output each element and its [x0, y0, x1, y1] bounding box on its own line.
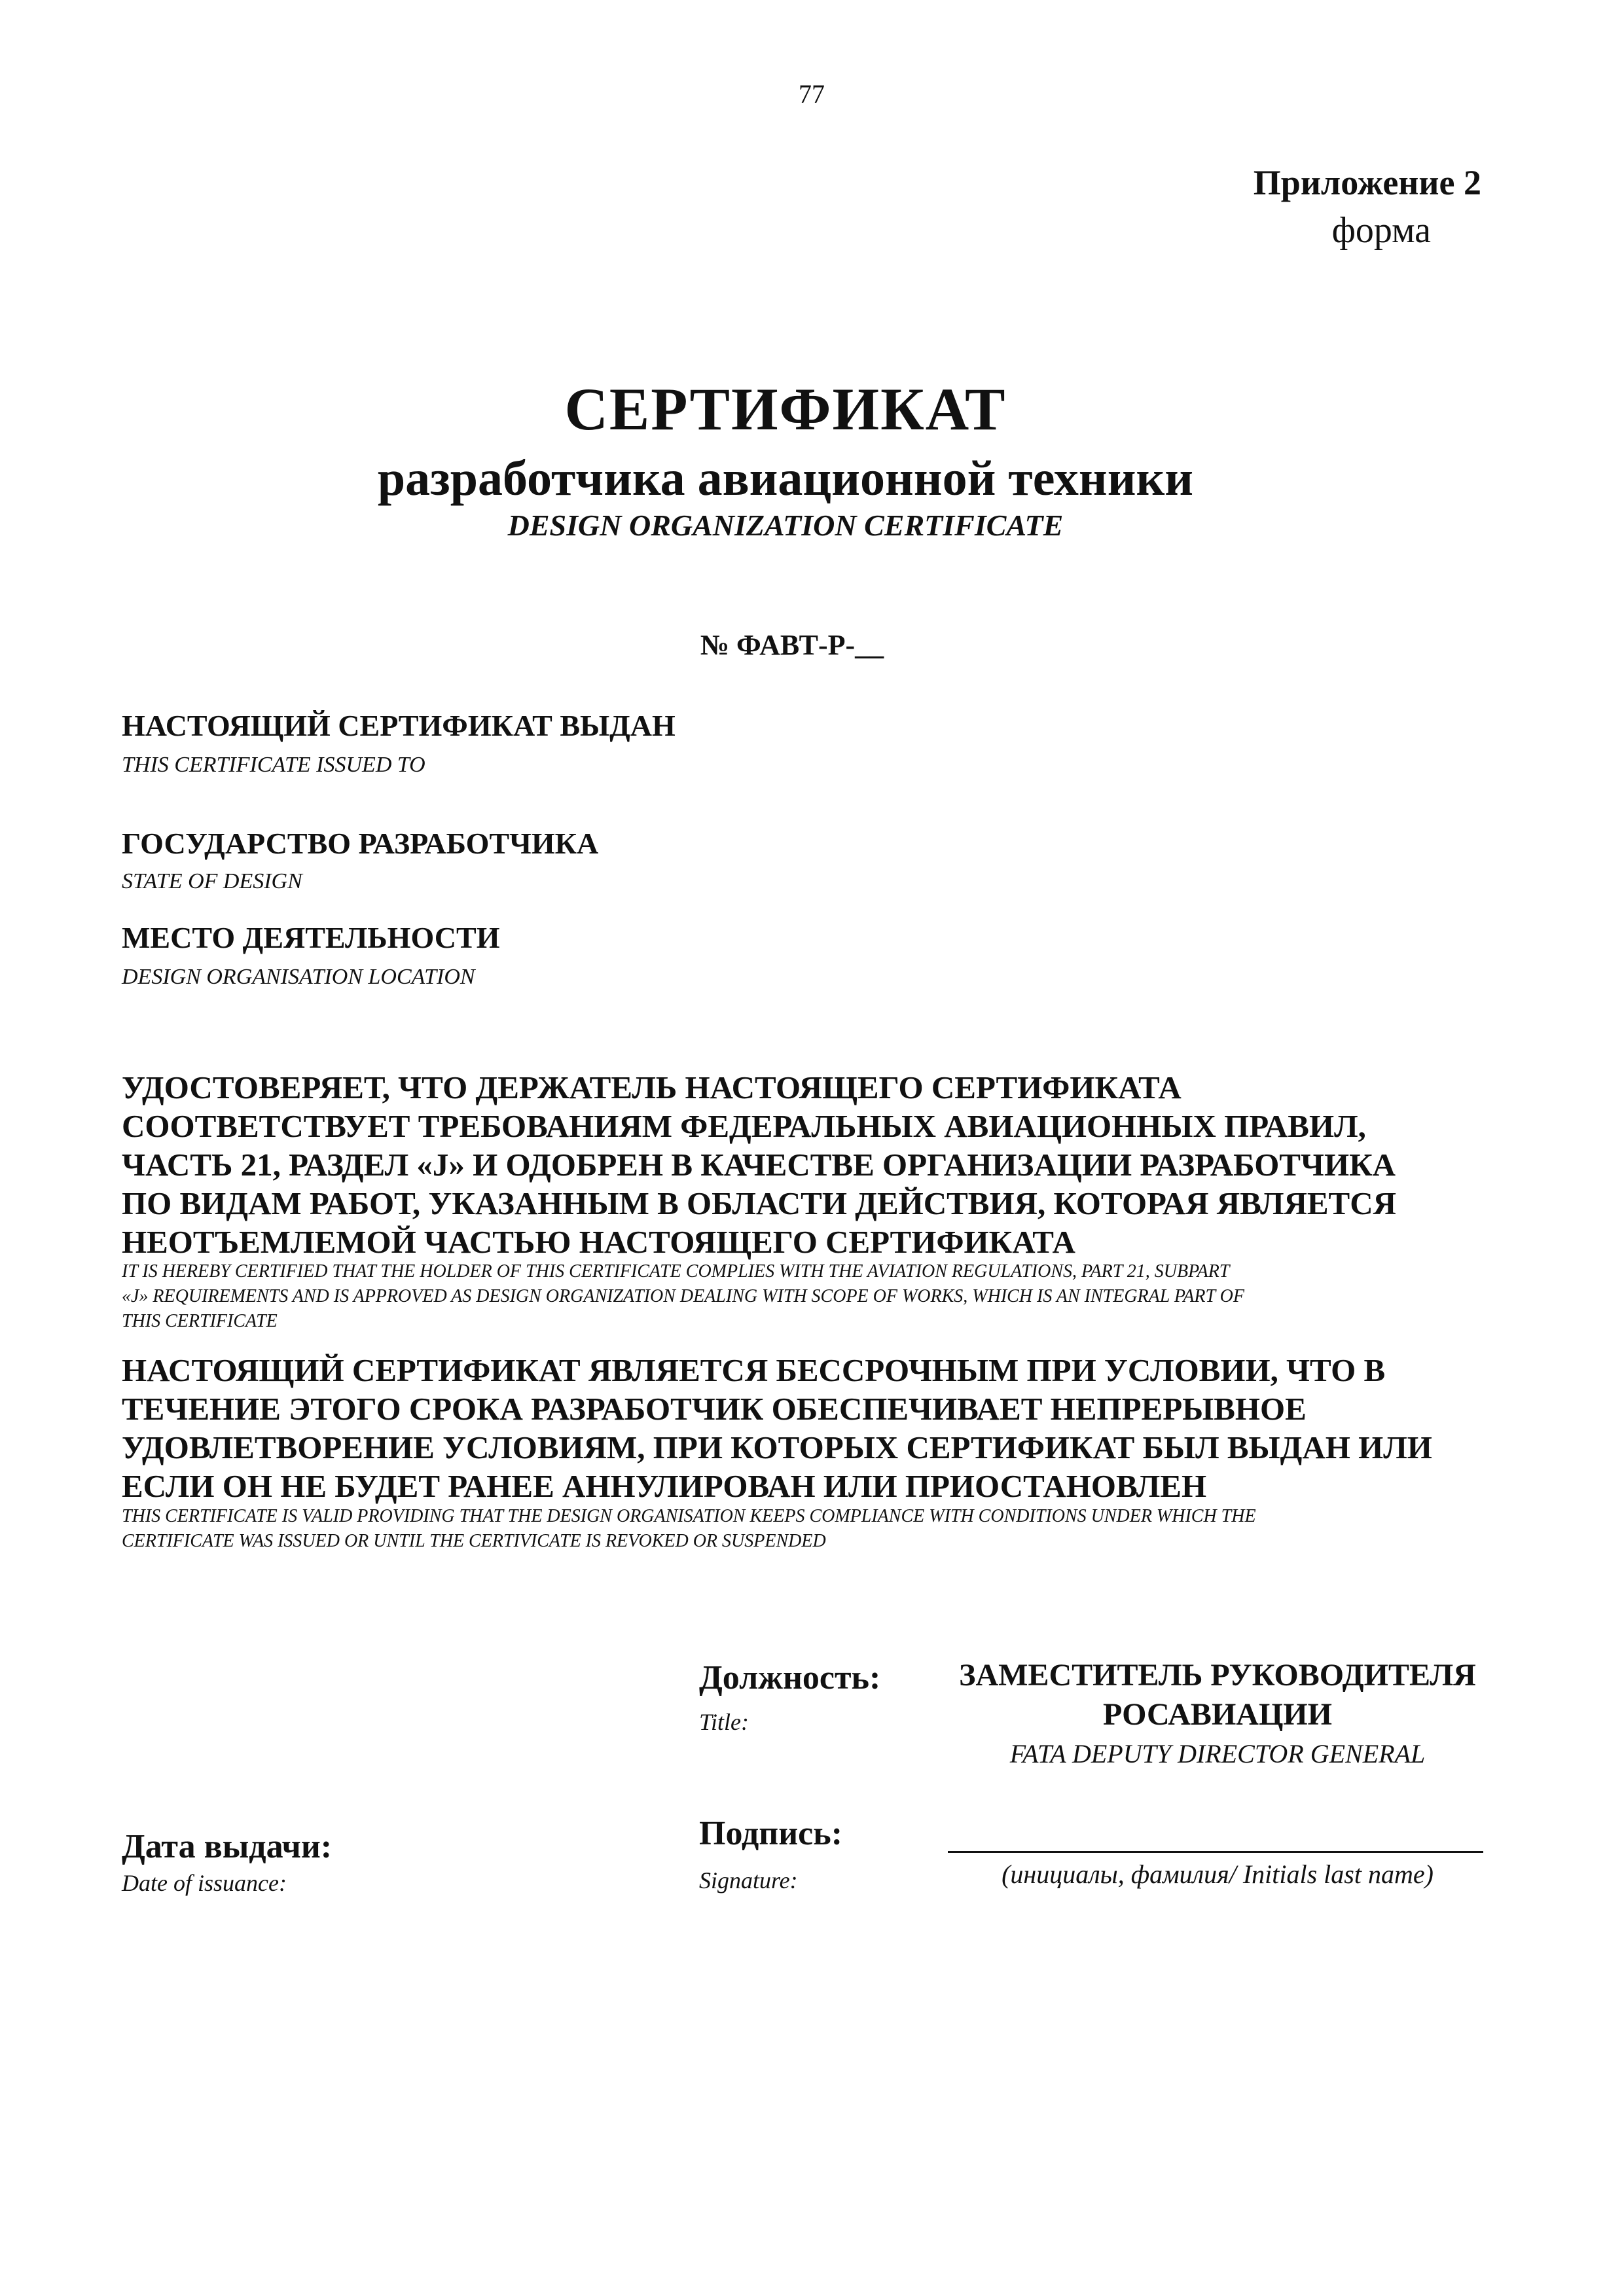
annex-subtitle: форма: [1331, 210, 1431, 251]
signature-caption: (инициалы, фамилия/ Initials last name): [1001, 1859, 1434, 1889]
certify-line: НЕОТЪЕМЛЕМОЙ ЧАСТЬЮ НАСТОЯЩЕГО СЕРТИФИКАТА: [122, 1224, 1075, 1260]
position-value-en: FATA DEPUTY DIRECTOR GENERAL: [1009, 1739, 1426, 1768]
certificate-subtitle-en: DESIGN ORGANIZATION CERTIFICATE: [507, 509, 1064, 542]
issue-date-label-en: Date of issuance:: [122, 1870, 287, 1896]
location-label: МЕСТО ДЕЯТЕЛЬНОСТИ: [122, 921, 500, 954]
issued-to-label-en: THIS CERTIFICATE ISSUED TO: [122, 753, 425, 777]
issued-to-label: НАСТОЯЩИЙ СЕРТИФИКАТ ВЫДАН: [122, 709, 676, 742]
validity-statement: [122, 1351, 1503, 1505]
certify-statement-en: [122, 1259, 1503, 1334]
certificate-title: СЕРТИФИКАТ: [564, 376, 1007, 442]
certificate-subtitle: разработчика авиационной техники: [377, 451, 1194, 506]
validity-line: ЕСЛИ ОН НЕ БУДЕТ РАНЕЕ АННУЛИРОВАН ИЛИ ПРИОСТАНОВЛЕН: [122, 1468, 1207, 1504]
signature-label-en: Signature:: [699, 1867, 798, 1893]
position-label: Должность:: [699, 1659, 881, 1696]
location-label-en: DESIGN ORGANISATION LOCATION: [122, 965, 475, 989]
validity-line-en: THIS CERTIFICATE IS VALID PROVIDING THAT THE DESIGN ORGANISATION KEEPS COMPLIANCE WITH CONDITIONS UNDER WHICH THE: [122, 1506, 1256, 1526]
certify-line-en: IT IS HEREBY CERTIFIED THAT THE HOLDER OF THIS CERTIFICATE COMPLIES WITH THE AVIATION REGULATIONS, PART 21, SUBPART: [122, 1261, 1230, 1282]
annex-title: Приложение 2: [1253, 163, 1481, 202]
certify-statement: [122, 1068, 1503, 1261]
certify-line: ЧАСТЬ 21, РАЗДЕЛ «J» И ОДОБРЕН В КАЧЕСТВЕ ОРГАНИЗАЦИИ РАЗРАБОТЧИКА: [122, 1147, 1396, 1183]
certify-line: СООТВЕТСТВУЕТ ТРЕБОВАНИЯМ ФЕДЕРАЛЬНЫХ АВИАЦИОННЫХ ПРАВИЛ,: [122, 1108, 1366, 1144]
position-value-line: ЗАМЕСТИТЕЛЬ РУКОВОДИТЕЛЯ: [959, 1658, 1476, 1693]
signature-line: [948, 1851, 1483, 1853]
validity-line-en: CERTIFICATE WAS ISSUED OR UNTIL THE CERTIVICATE IS REVOKED OR SUSPENDED: [122, 1531, 826, 1551]
position-value-line: РОСАВИАЦИИ: [1103, 1697, 1332, 1732]
certificate-number: № ФАВТ-Р-__: [700, 629, 884, 661]
certify-line-en: «J» REQUIREMENTS AND IS APPROVED AS DESIGN ORGANIZATION DEALING WITH SCOPE OF WORKS, WHICH IS AN INTEGRAL PART OF: [122, 1286, 1244, 1306]
signature-label: Подпись:: [699, 1815, 843, 1852]
page-number: 77: [799, 79, 825, 109]
state-of-design-label-en: STATE OF DESIGN: [122, 869, 302, 893]
validity-statement-en: [122, 1504, 1503, 1554]
position-value: [929, 1656, 1506, 1734]
issue-date-label: Дата выдачи:: [122, 1828, 333, 1865]
validity-line: УДОВЛЕТВОРЕНИЕ УСЛОВИЯМ, ПРИ КОТОРЫХ СЕРТИФИКАТ БЫЛ ВЫДАН ИЛИ: [122, 1429, 1432, 1465]
certify-line: ПО ВИДАМ РАБОТ, УКАЗАННЫМ В ОБЛАСТИ ДЕЙСТВИЯ, КОТОРАЯ ЯВЛЯЕТСЯ: [122, 1185, 1396, 1221]
validity-line: ТЕЧЕНИЕ ЭТОГО СРОКА РАЗРАБОТЧИК ОБЕСПЕЧИВАЕТ НЕПРЕРЫВНОЕ: [122, 1391, 1307, 1427]
certify-line: УДОСТОВЕРЯЕТ, ЧТО ДЕРЖАТЕЛЬ НАСТОЯЩЕГО СЕРТИФИКАТА: [122, 1069, 1182, 1105]
certify-line-en: THIS CERTIFICATE: [122, 1311, 278, 1331]
state-of-design-label: ГОСУДАРСТВО РАЗРАБОТЧИКА: [122, 827, 599, 860]
validity-line: НАСТОЯЩИЙ СЕРТИФИКАТ ЯВЛЯЕТСЯ БЕССРОЧНЫМ ПРИ УСЛОВИИ, ЧТО В: [122, 1352, 1386, 1388]
position-label-en: Title:: [699, 1709, 749, 1735]
